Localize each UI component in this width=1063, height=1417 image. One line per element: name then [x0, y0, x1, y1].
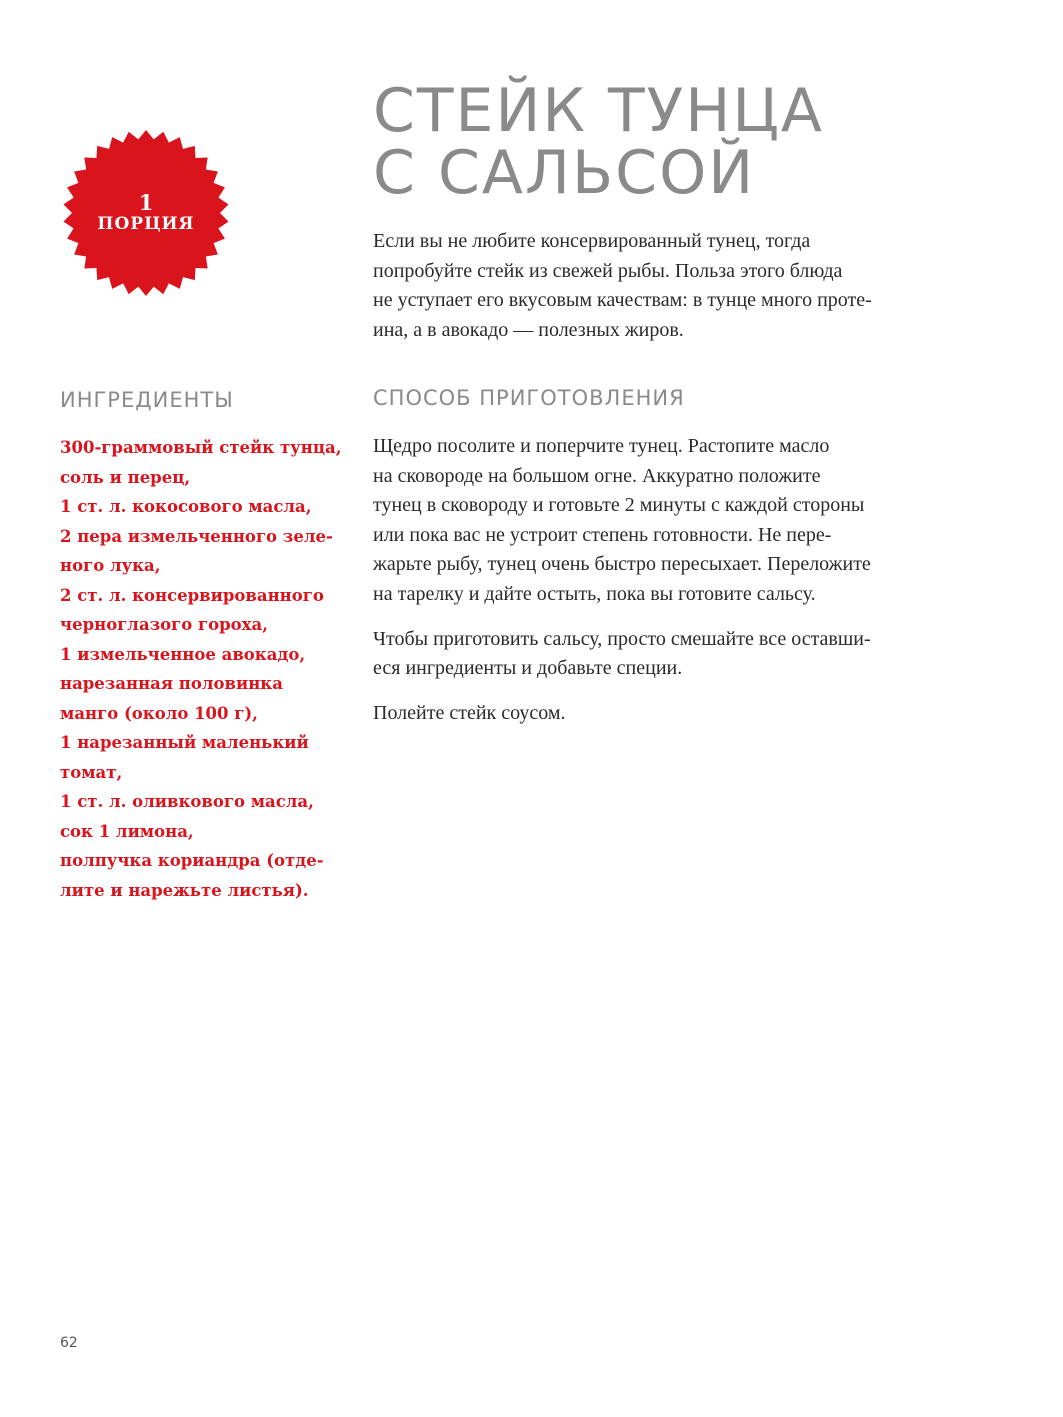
ingredient-item: [60, 787, 360, 817]
ingredient-item: [60, 669, 360, 728]
ingredient-item: [60, 846, 360, 905]
ingredient-line: манго (около 100 г),: [60, 703, 258, 723]
ingredient-line: томат,: [60, 762, 123, 782]
method-line: или пока вас не устроит степень готовности. Не пере-: [373, 523, 832, 546]
method-line: еся ингредиенты и добавьте специи.: [373, 657, 683, 679]
method-paragraph: [373, 699, 993, 729]
ingredient-line: 300-граммовый стейк тунца,: [60, 438, 342, 457]
recipe-title: [373, 76, 824, 208]
ingredient-item: [60, 640, 360, 670]
ingredient-line: соль и перец,: [60, 467, 191, 487]
servings-unit: ПОРЦИЯ: [97, 214, 195, 235]
ingredient-line: черноглазого гороха,: [60, 615, 268, 634]
method-heading: СПОСОБ ПРИГОТОВЛЕНИЯ: [373, 386, 685, 410]
ingredient-line: 2 ст. л. консервированного: [60, 585, 324, 605]
ingredient-line: полпучка кориандра (отде-: [60, 851, 324, 870]
ingredient-line: сок 1 лимона,: [60, 821, 194, 841]
method-text: [373, 432, 993, 744]
method-paragraph: [373, 625, 993, 684]
ingredient-line: нарезанная половинка: [60, 674, 283, 693]
ingredient-item: [60, 522, 360, 581]
method-line: Чтобы приготовить сальсу, просто смешайте все оставши-: [373, 627, 871, 650]
ingredient-item: [60, 433, 360, 463]
intro-line: попробуйте стейк из свежей рыбы. Польза этого блюда: [373, 259, 843, 282]
ingredient-line: 1 ст. л. кокосового масла,: [60, 497, 312, 516]
ingredient-item: [60, 492, 360, 522]
ingredient-line: 1 ст. л. оливкового масла,: [60, 792, 314, 811]
method-line: Полейте стейк соусом.: [373, 702, 566, 724]
ingredient-line: 1 измельченное авокадо,: [60, 644, 306, 664]
method-line: на тарелку и дайте остыть, пока вы готовите сальсу.: [373, 582, 816, 605]
ingredients-heading: ИНГРЕДИЕНТЫ: [60, 388, 234, 412]
ingredient-line: 2 пера измельченного зеле-: [60, 526, 333, 546]
intro-line: Если вы не любите консервированный тунец, тогда: [373, 230, 811, 252]
intro-line: ина, а в авокадо — полезных жиров.: [373, 318, 684, 341]
page-number: 62: [60, 1335, 78, 1351]
recipe-intro: [373, 227, 993, 345]
method-line: Щедро посолите и поперчите тунец. Растопите масло: [373, 435, 830, 457]
recipe-title-line: СТЕЙК ТУНЦА: [373, 76, 824, 146]
ingredient-item: [60, 817, 360, 847]
method-line: тунец в сковороду и готовьте 2 минуты с каждой стороны: [373, 494, 865, 516]
method-line: на сковороде на большом огне. Аккуратно положите: [373, 464, 821, 487]
recipe-title-line: С САЛЬСОЙ: [373, 138, 756, 208]
method-line: жарьте рыбу, тунец очень быстро пересыхает. Переложите: [373, 553, 871, 575]
ingredient-line: лите и нарежьте листья).: [60, 880, 309, 900]
servings-count: 1: [138, 190, 154, 216]
servings-badge: [63, 130, 229, 296]
ingredient-line: ного лука,: [60, 556, 161, 575]
servings-badge-text: [63, 130, 229, 296]
intro-line: не уступает его вкусовым качествам: в тунце много проте-: [373, 289, 872, 311]
method-paragraph: [373, 432, 993, 609]
ingredient-item: [60, 728, 360, 787]
ingredient-line: 1 нарезанный маленький: [60, 733, 309, 752]
ingredient-item: [60, 463, 360, 493]
ingredients-list: [60, 433, 360, 905]
ingredient-item: [60, 581, 360, 640]
